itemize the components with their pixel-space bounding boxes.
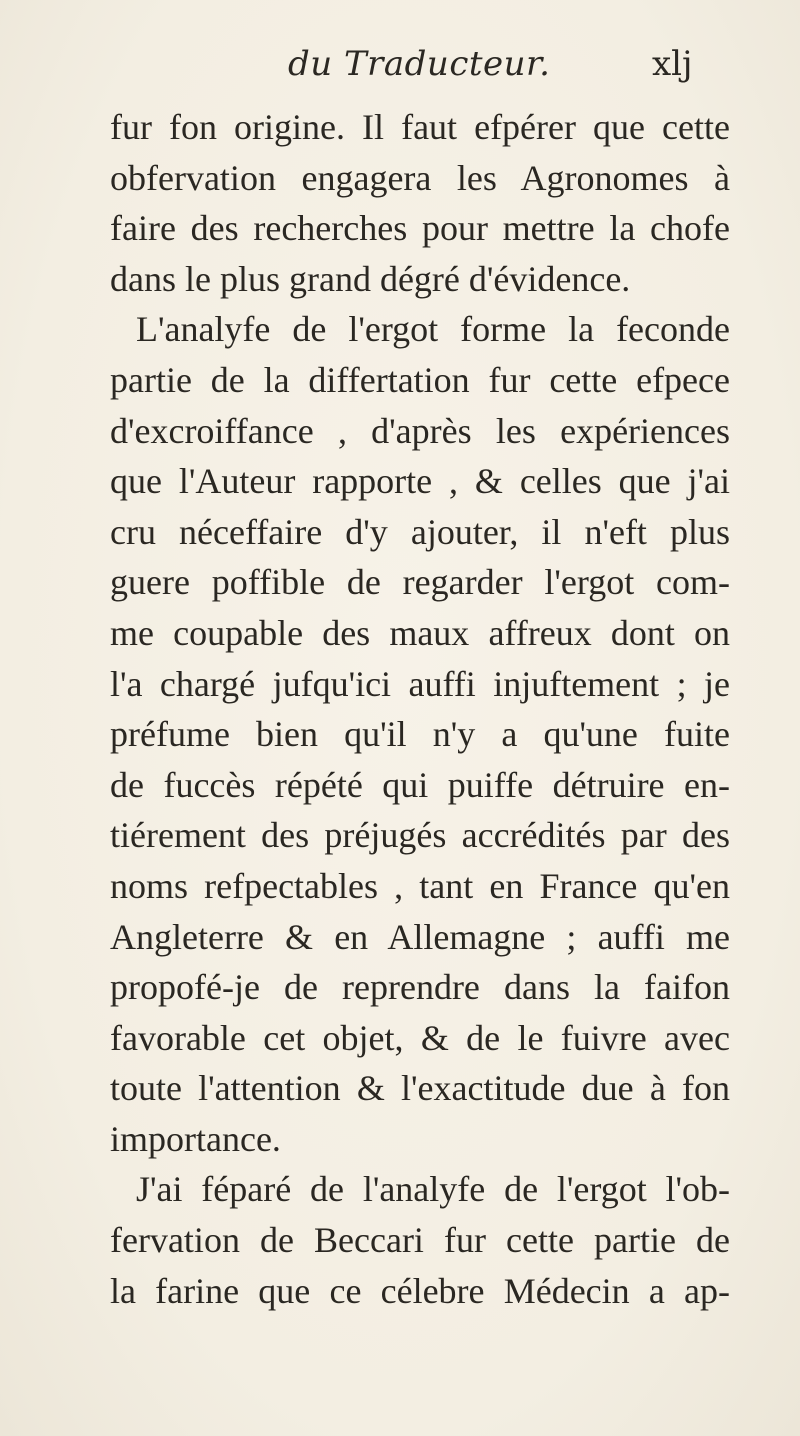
text-line: fervation de Beccari fur cette partie de — [110, 1220, 730, 1261]
text-line: de fuccès répété qui puiffe détruire en- — [110, 764, 730, 805]
text-line: toute l'attention & l'exactitude due à fon — [110, 1068, 730, 1109]
text-line: L'analyfe de l'ergot forme la feconde — [136, 309, 730, 350]
running-title: du Traducteur. — [288, 44, 551, 84]
text-line: obfervation engagera les Agronomes à — [110, 157, 730, 198]
text-line: cru néceffaire d'y ajouter, il n'eft plus — [110, 511, 730, 552]
text-line: fur fon origine. Il faut efpérer que cette — [110, 107, 730, 147]
text-line: tiérement des préjugés accrédités par des — [110, 815, 730, 856]
text-line: Angleterre & en Allemagne ; auffi me — [110, 916, 730, 957]
text-line: me coupable des maux affreux dont on — [110, 612, 730, 653]
text-line: que l'Auteur rapporte , & celles que j'ai — [110, 461, 730, 502]
text-line: noms refpectables , tant en France qu'en — [110, 865, 730, 906]
running-head — [0, 44, 800, 100]
text-line: importance. — [110, 1118, 281, 1159]
body-text — [110, 102, 730, 1316]
text-line: favorable cet objet, & de le fuivre avec — [110, 1017, 730, 1058]
text-line: la farine que ce célebre Médecin a ap- — [110, 1270, 730, 1311]
text-line: dans le plus grand dégré d'évidence. — [110, 258, 631, 299]
text-line: partie de la differtation fur cette efpece — [110, 359, 730, 400]
text-line: faire des recherches pour mettre la chofe — [110, 208, 730, 249]
text-line: J'ai féparé de l'analyfe de l'ergot l'ob- — [136, 1169, 730, 1210]
text-line: guere poffible de regarder l'ergot com- — [110, 562, 730, 603]
text-line: d'excroiffance , d'après les expériences — [110, 410, 730, 451]
text-line: préfume bien qu'il n'y a qu'une fuite — [110, 714, 730, 755]
text-line: propofé-je de reprendre dans la faifon — [110, 967, 730, 1008]
text-line: l'a chargé jufqu'ici auffi injuftement ; je — [110, 663, 730, 704]
page-number: xlj — [652, 44, 693, 84]
